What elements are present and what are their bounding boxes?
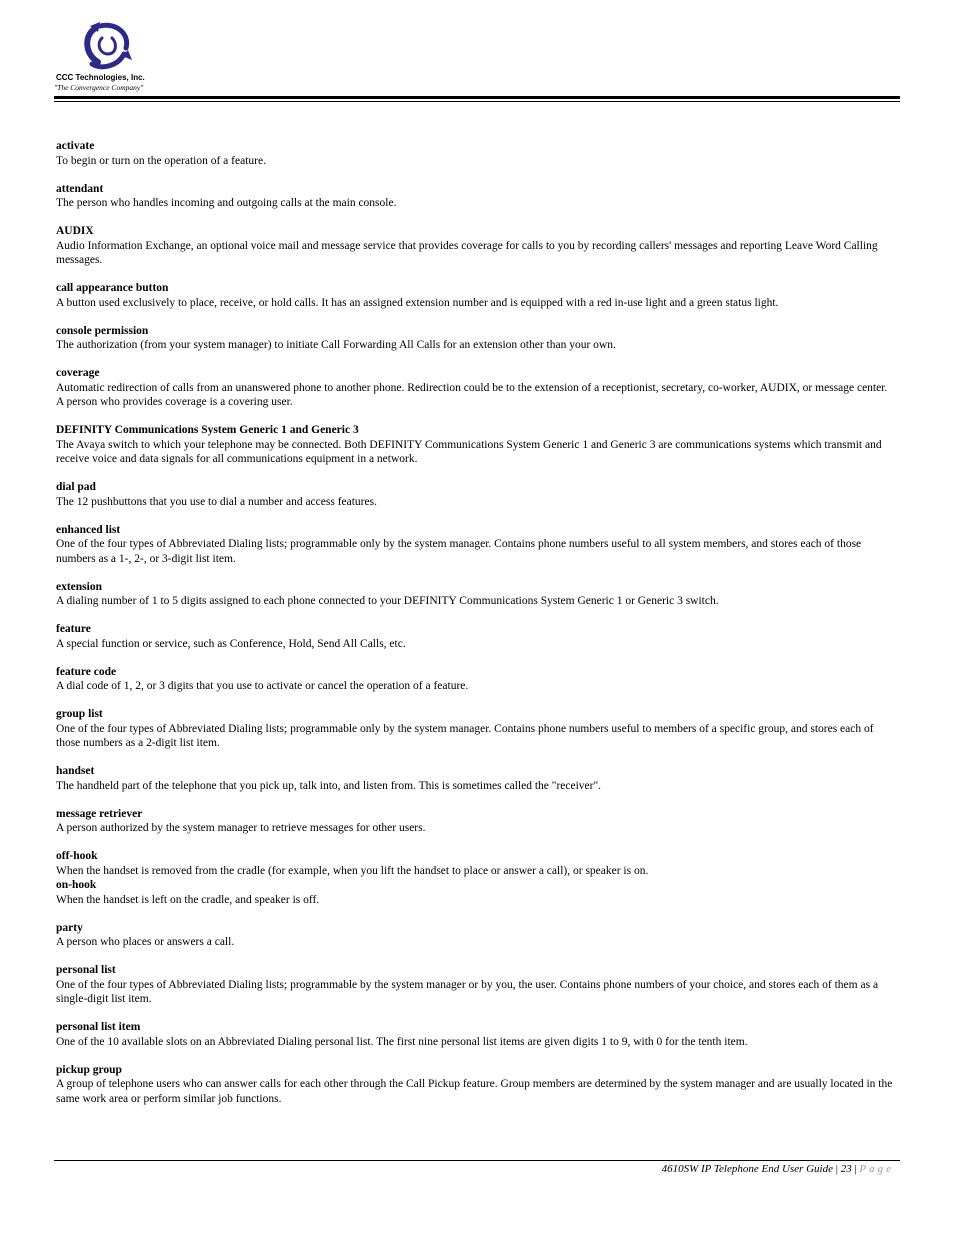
glossary-entry <box>56 580 894 609</box>
glossary-definition: One of the four types of Abbreviated Dialing lists; programmable by the system manager or by you, the user. Contains phone numbers of your choice, and stores each of them as a single-digit list item. <box>56 978 879 1005</box>
glossary <box>56 139 894 1120</box>
glossary-entry <box>56 1020 894 1049</box>
glossary-definition: Audio Information Exchange, an optional voice mail and message service that provides coverage for calls to you by recording callers' messages and reporting Leave Word Calling messages. <box>56 239 878 266</box>
glossary-term: call appearance button <box>56 282 169 294</box>
glossary-term: feature <box>56 623 91 635</box>
glossary-term: AUDIX <box>56 225 94 237</box>
glossary-term: off-hook <box>56 850 98 862</box>
page-number: 23 <box>840 1163 852 1175</box>
glossary-term: attendant <box>56 182 104 195</box>
glossary-entry <box>56 224 894 268</box>
glossary-term: personal list item <box>56 1021 141 1033</box>
glossary-term: on-hook <box>56 879 97 891</box>
glossary-entry <box>56 849 894 878</box>
glossary-entry <box>56 480 894 509</box>
glossary-term: group list <box>56 708 103 720</box>
glossary-term: party <box>56 921 83 934</box>
glossary-definition: A group of telephone users who can answer calls for each other through the Call Pickup feature. Group members are determined by the system manager and are usually located in the same work area or perform similar job functions. <box>56 1078 893 1105</box>
glossary-definition: The person who handles incoming and outgoing calls at the main console. <box>56 197 397 209</box>
glossary-term: pickup group <box>56 1063 122 1076</box>
glossary-term: DEFINITY Communications System Generic 1 and Generic 3 <box>56 424 359 436</box>
glossary-entry <box>56 963 894 1007</box>
page-footer <box>662 1163 894 1175</box>
glossary-term: dial pad <box>56 481 96 493</box>
footer-rule <box>54 1160 900 1161</box>
glossary-definition: One of the four types of Abbreviated Dialing lists; programmable only by the system manager. Contains phone numbers useful to all system members, and stores each of those numbers as a 1-, 2-, or 3-digit list item. <box>56 538 862 565</box>
glossary-definition: Automatic redirection of calls from an unanswered phone to another phone. Redirection could be to the extension of a receptionist, secretary, co-worker, AUDIX, or message center. A person who provides coverage is a covering user. <box>56 381 888 408</box>
glossary-entry <box>56 921 894 950</box>
glossary-term: extension <box>56 580 102 593</box>
glossary-entry <box>56 665 894 694</box>
glossary-entry <box>56 423 894 467</box>
glossary-definition: A special function or service, such as Conference, Hold, Send All Calls, etc. <box>56 637 406 650</box>
glossary-definition: The 12 pushbuttons that you use to dial a number and access features. <box>56 495 377 508</box>
glossary-definition: One of the 10 available slots on an Abbreviated Dialing personal list. The first nine personal list items are given digits 1 to 9, with 0 for the tenth item. <box>56 1035 748 1048</box>
company-tagline: "The Convergence Company" <box>54 83 144 92</box>
glossary-entry <box>56 764 894 793</box>
glossary-entry <box>56 707 894 751</box>
glossary-definition: The authorization (from your system manager) to initiate Call Forwarding All Calls for an extension other than your own. <box>56 339 616 351</box>
glossary-entry <box>56 622 894 651</box>
glossary-definition: A dialing number of 1 to 5 digits assigned to each phone connected to your DEFINITY Communications System Generic 1 or Generic 3 switch. <box>56 595 719 607</box>
company-logo <box>54 20 174 98</box>
glossary-entry <box>56 523 894 567</box>
glossary-definition: A person authorized by the system manager to retrieve messages for other users. <box>56 822 426 834</box>
glossary-definition: A person who places or answers a call. <box>56 936 235 948</box>
glossary-entry <box>56 182 894 211</box>
glossary-term: console permission <box>56 324 149 337</box>
header-rule-thin <box>54 101 900 102</box>
glossary-entry <box>56 1063 894 1107</box>
glossary-term: coverage <box>56 367 100 379</box>
glossary-term: activate <box>56 140 95 152</box>
page-word: Page <box>859 1163 894 1175</box>
glossary-definition: A dial code of 1, 2, or 3 digits that you use to activate or cancel the operation of a feature. <box>56 680 469 692</box>
glossary-definition: The Avaya switch to which your telephone may be connected. Both DEFINITY Communications System Generic 1 and Generic 3 are communications systems which transmit and receive voice and data signals for all communications equipment in a network. <box>56 438 882 465</box>
ccc-swirl-logo-icon <box>76 20 136 72</box>
glossary-definition: The handheld part of the telephone that you pick up, talk into, and listen from. This is sometimes called the "receiver". <box>56 779 602 792</box>
footer-separator: | <box>835 1163 838 1175</box>
glossary-entry <box>56 366 894 410</box>
glossary-entry <box>56 807 894 836</box>
glossary-term: handset <box>56 765 95 777</box>
glossary-term: personal list <box>56 964 116 976</box>
glossary-term: enhanced list <box>56 523 121 536</box>
glossary-term: feature code <box>56 665 117 678</box>
guide-title: 4610SW IP Telephone End User Guide <box>661 1163 833 1175</box>
glossary-entry <box>56 878 894 907</box>
header-rule-thick <box>54 96 900 99</box>
footer-separator: | <box>854 1163 857 1175</box>
glossary-entry <box>56 324 894 353</box>
glossary-definition: One of the four types of Abbreviated Dialing lists; programmable only by the system manager. Contains phone numbers useful to members of a specific group, and stores each of those numbers as a 2-digit list item. <box>56 722 874 749</box>
glossary-term: message retriever <box>56 807 143 820</box>
glossary-definition: When the handset is removed from the cradle (for example, when you lift the handset to place or answer a call), or speaker is on. <box>56 864 649 877</box>
glossary-definition: A button used exclusively to place, receive, or hold calls. It has an assigned extension number and is equipped with a red in-use light and a green status light. <box>56 296 779 309</box>
glossary-entry <box>56 281 894 310</box>
company-name: CCC Technologies, Inc. <box>56 73 145 82</box>
glossary-entry <box>56 139 894 168</box>
glossary-definition: When the handset is left on the cradle, and speaker is off. <box>56 893 320 906</box>
glossary-definition: To begin or turn on the operation of a feature. <box>56 154 266 167</box>
